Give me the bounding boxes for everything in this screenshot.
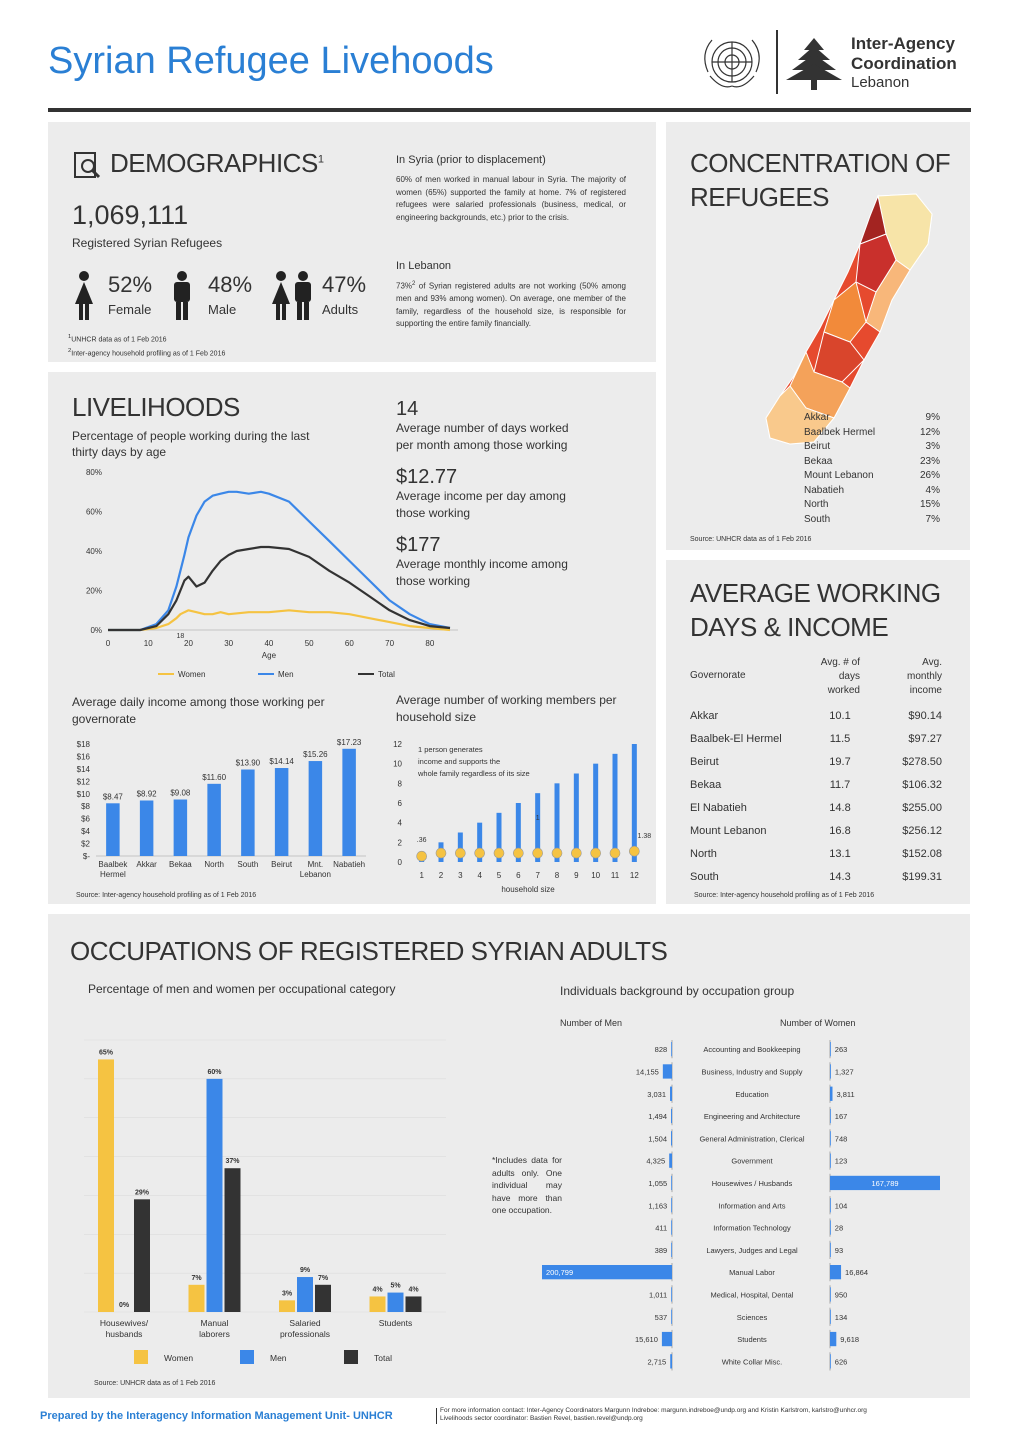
men-bar xyxy=(669,1154,672,1168)
x-tick-label: 11 xyxy=(610,871,620,880)
total-refugees: 1,069,111 xyxy=(72,200,189,230)
occupation-bar xyxy=(388,1293,404,1312)
data-label: $13.90 xyxy=(235,758,261,768)
y-tick-label: $14 xyxy=(76,764,90,774)
income-bar xyxy=(241,770,255,856)
list-item: Akkar 9% xyxy=(804,412,940,423)
y-tick-label: 0% xyxy=(90,626,102,635)
x-tick-label: 50 xyxy=(304,639,314,648)
x-axis-label: household size xyxy=(501,885,555,894)
women-value: 1,327 xyxy=(834,1067,854,1077)
y-tick-label: $12 xyxy=(76,777,90,787)
men-value: 14,155 xyxy=(635,1067,659,1077)
data-label: 9% xyxy=(299,1267,311,1275)
occupation-label: Manual Labor xyxy=(729,1268,775,1278)
data-label: 60% xyxy=(207,1068,222,1076)
data-label: 7% xyxy=(191,1274,202,1282)
men-value: 1,011 xyxy=(648,1290,668,1300)
x-tick-label: 10 xyxy=(143,639,153,648)
prepared-by: Prepared by the Interagency Information Management Unit- UNHCR xyxy=(40,1410,393,1422)
category-label: Bekaa xyxy=(169,860,192,869)
data-label: $11.60 xyxy=(202,772,227,782)
working-members-point xyxy=(513,848,523,858)
category-label: Mnt. xyxy=(307,860,324,869)
occupation-label: General Administration, Clerical xyxy=(699,1134,805,1144)
x-tick-label: 4 xyxy=(477,871,482,880)
male-pct: 48% xyxy=(208,272,253,297)
income-bar xyxy=(309,761,323,856)
occupation-bar-chart xyxy=(76,1024,456,1384)
women-col-label: Number of Women xyxy=(780,1018,856,1028)
point-label: 1 xyxy=(535,815,540,822)
footnote-2: $^2$Inter-agency household profiling as of 1 Feb 2016 xyxy=(68,348,226,358)
men-value: 537 xyxy=(654,1312,668,1322)
men-value: 411 xyxy=(655,1223,668,1233)
total-refugees-label: Registered Syrian Refugees xyxy=(72,236,223,250)
income-bar-chart xyxy=(68,734,368,884)
men-bar xyxy=(671,1109,672,1123)
annotation-label: 1 person generates xyxy=(418,745,483,754)
men-value: 1,163 xyxy=(648,1201,668,1211)
y-tick-label: 8 xyxy=(397,779,402,789)
occupations-panel xyxy=(48,914,970,1398)
category-label: Salaried xyxy=(289,1318,321,1328)
occupation-label: Accounting and Bookkeeping xyxy=(703,1045,801,1055)
men-bar xyxy=(671,1220,672,1234)
legend-swatch xyxy=(344,1350,358,1364)
women-bar xyxy=(830,1131,831,1145)
legend-label: Men xyxy=(270,1353,287,1363)
women-value: 134 xyxy=(834,1312,848,1322)
working-days-heading: AVERAGE WORKING DAYS & INCOME xyxy=(690,578,941,642)
income-bar xyxy=(342,749,356,856)
occupation-label: Students xyxy=(737,1335,767,1345)
y-tick-label: 4 xyxy=(397,818,402,828)
x-tick-label: 7 xyxy=(535,871,540,880)
women-bar xyxy=(830,1243,831,1257)
annotation-label: whole family regardless of its size xyxy=(418,769,530,778)
income-bar xyxy=(106,803,120,856)
cedar-icon xyxy=(784,36,844,92)
stat-daily-income: $12.77 xyxy=(396,466,458,488)
un-emblem-icon xyxy=(696,32,768,94)
data-label: 4% xyxy=(408,1286,419,1294)
men-value: 2,715 xyxy=(647,1357,667,1367)
y-tick-label: $18 xyxy=(76,740,90,749)
occ-source: Source: UNHCR data as of 1 Feb 2016 xyxy=(94,1380,216,1387)
demographics-heading: DEMOGRAPHICS$^1$ xyxy=(110,148,324,178)
occupation-label: Information Technology xyxy=(713,1223,791,1233)
occupation-label: Lawyers, Judges and Legal xyxy=(706,1245,798,1255)
table-row: North 13.1 $152.08 xyxy=(690,848,942,860)
syria-text: 60% of men worked in manual labour in Syria. The majority of women (65%) supported the family at home. 7% of registered refugees were salaried professionals (business, medical, or engineering backgrounds, etc.) prior to the crisis. xyxy=(396,175,626,222)
x-tick-label: 5 xyxy=(496,871,502,880)
x-tick-label: 0 xyxy=(105,639,111,648)
occupation-label: Education xyxy=(735,1089,769,1099)
x-axis-label: Age xyxy=(261,651,277,660)
household-bar xyxy=(613,754,618,862)
y-tick-label: 0 xyxy=(397,858,402,867)
women-bar xyxy=(830,1042,831,1056)
women-value: 16,864 xyxy=(845,1268,869,1278)
data-label: $9.08 xyxy=(170,788,191,798)
data-label: $15.26 xyxy=(303,750,328,760)
men-bar xyxy=(671,1131,672,1145)
men-value: 1,494 xyxy=(648,1112,668,1122)
data-label: 4% xyxy=(372,1286,383,1294)
women-value: 3,811 xyxy=(836,1089,855,1099)
data-label: 65% xyxy=(98,1049,114,1057)
list-item: Beirut 3% xyxy=(804,441,940,452)
concentration-heading: CONCENTRATION OF REFUGEES xyxy=(690,148,951,212)
logo-block xyxy=(696,30,972,96)
men-value: 15,610 xyxy=(634,1335,658,1345)
y-tick-label: $- xyxy=(82,852,90,861)
income-bar xyxy=(275,768,289,856)
stat-days-worked-label: Average number of days worked per month among those working xyxy=(396,421,569,452)
table-row: Baalbek-El Hermel 11.5 $97.27 xyxy=(690,733,942,745)
men-bar xyxy=(671,1176,672,1190)
x-tick-label: 1 xyxy=(419,871,424,880)
y-tick-label: $10 xyxy=(76,789,90,799)
working-members-point xyxy=(455,848,465,858)
occupation-label: Housewives / Husbands xyxy=(711,1178,793,1188)
men-bar xyxy=(671,1287,672,1301)
table-row: South 14.3 $199.31 xyxy=(690,871,942,883)
livelihoods-heading: LIVELIHOODS xyxy=(72,392,240,422)
occ-right-title: Individuals background by occupation group xyxy=(560,984,795,998)
women-bar xyxy=(830,1064,831,1078)
lebanon-text: 73%$^2$ of Syrian registered adults are not working (50% among men and 93% among women). On average, one member of the family, regardless of the household size, is responsible for supporting the entire family financially. xyxy=(396,281,626,329)
stat-monthly-income: $177 xyxy=(396,534,441,556)
category-label: Lebanon xyxy=(299,870,331,879)
occ-left-title: Percentage of men and women per occupational category xyxy=(88,982,396,996)
x-tick-label: 9 xyxy=(574,871,579,880)
women-bar xyxy=(830,1109,831,1123)
y-tick-label: 6 xyxy=(397,799,402,808)
x-tick-label: 40 xyxy=(264,639,274,648)
footnote-1: $^1$UNHCR data as of 1 Feb 2016 xyxy=(68,334,167,344)
lebanon-title: In Lebanon xyxy=(396,260,452,272)
working-source: Source: Inter-agency household profiling as of 1 Feb 2016 xyxy=(694,892,875,899)
men-bar xyxy=(670,1087,672,1101)
household-bar xyxy=(593,764,598,862)
category-label: Manual xyxy=(200,1318,229,1328)
occupation-label: Sciences xyxy=(736,1312,768,1322)
working-members-point xyxy=(494,848,504,858)
working-members-point xyxy=(475,848,485,858)
concentration-source: Source: UNHCR data as of 1 Feb 2016 xyxy=(690,536,812,543)
data-label: 3% xyxy=(281,1290,293,1298)
data-label: $8.47 xyxy=(102,792,123,802)
person-icon xyxy=(72,270,96,322)
table-row: Mount Lebanon 16.8 $256.12 xyxy=(690,825,942,837)
logo-text: Inter-Agency Coordination Lebanon xyxy=(851,34,957,91)
x-tick-label: 6 xyxy=(516,871,521,880)
category-label: Nabatieh xyxy=(333,860,366,869)
table-row: Beirut 19.7 $278.50 xyxy=(690,756,942,768)
data-label: 7% xyxy=(317,1274,329,1282)
working-table xyxy=(690,710,942,894)
women-bar xyxy=(830,1332,836,1346)
occupation-background-chart xyxy=(488,1038,958,1378)
women-bar xyxy=(830,1287,831,1301)
y-tick-label: 60% xyxy=(85,507,102,517)
household-bar-chart xyxy=(388,736,652,896)
women-value: 9,618 xyxy=(840,1335,860,1345)
y-tick-label: $8 xyxy=(81,802,90,812)
occupation-bar xyxy=(370,1296,386,1312)
x-tick-label: 80 xyxy=(425,639,435,648)
category-label: professionals xyxy=(279,1329,331,1339)
stat-days-worked: 14 xyxy=(396,398,419,420)
women-value: 123 xyxy=(834,1156,848,1166)
stat-monthly-income-label: Average monthly income among those working xyxy=(396,557,568,588)
category-label: Beirut xyxy=(271,860,293,869)
list-item: Nabatieh 4% xyxy=(804,484,940,496)
category-label: Hermel xyxy=(99,870,126,879)
women-bar xyxy=(830,1310,831,1324)
y-tick-label: 80% xyxy=(85,468,102,477)
y-tick-label: 12 xyxy=(393,740,402,749)
category-label: Students xyxy=(378,1318,413,1328)
data-label: 29% xyxy=(134,1189,150,1197)
women-value: 748 xyxy=(834,1134,848,1144)
women-bar xyxy=(830,1198,831,1212)
y-tick-label: 20% xyxy=(85,586,102,596)
data-label: 0% xyxy=(118,1302,130,1309)
occupations-heading: OCCUPATIONS OF REGISTERED SYRIAN ADULTS xyxy=(70,936,668,966)
data-label: $8.92 xyxy=(136,789,157,799)
category-label: Housewives/ xyxy=(99,1318,149,1328)
legend-label: Women xyxy=(164,1353,194,1363)
working-members-point xyxy=(417,851,427,861)
occupation-bar xyxy=(315,1285,331,1312)
men-bar xyxy=(671,1310,672,1324)
annotation-label: income and supports the xyxy=(418,757,501,766)
men-value: 1,055 xyxy=(648,1178,668,1188)
household-chart-title: Average number of working members per household size xyxy=(396,693,617,724)
x-tick-label: 3 xyxy=(458,871,463,880)
men-value: 3,031 xyxy=(647,1089,667,1099)
y-tick-label: 2 xyxy=(397,838,402,848)
point-label: 1.38 xyxy=(637,833,652,840)
list-item: Mount Lebanon 26% xyxy=(804,470,940,481)
demographics-panel xyxy=(48,122,656,362)
occupation-bar xyxy=(134,1199,150,1312)
working-days-panel xyxy=(666,560,970,904)
x-tick-label: 30 xyxy=(224,639,234,648)
y-tick-label: 10 xyxy=(393,759,402,769)
x-tick-label: 60 xyxy=(344,639,354,648)
point-label: .36 xyxy=(416,837,427,844)
working-members-point xyxy=(552,848,562,858)
data-label: $17.23 xyxy=(336,737,362,747)
magnifier-document-icon xyxy=(72,150,104,182)
occupation-label: Medical, Hospital, Dental xyxy=(710,1290,794,1300)
header-divider xyxy=(48,108,971,112)
men-col-label: Number of Men xyxy=(560,1018,623,1028)
age-chart-title: Percentage of people working during the last thirty days by age xyxy=(72,429,310,459)
annotation-label: 18 xyxy=(176,633,185,640)
working-members-point xyxy=(436,848,446,858)
page-title: Syrian Refugee Livehoods xyxy=(48,40,494,82)
x-tick-label: 10 xyxy=(591,871,601,880)
occupation-bar xyxy=(207,1079,223,1312)
data-label: 5% xyxy=(390,1282,401,1290)
men-bar xyxy=(671,1243,672,1257)
men-value: 1,504 xyxy=(648,1134,668,1144)
occupation-label: Information and Arts xyxy=(718,1201,786,1211)
y-tick-label: 40% xyxy=(85,547,102,556)
x-tick-label: 20 xyxy=(184,639,193,648)
occupation-bar xyxy=(279,1300,295,1312)
working-members-point xyxy=(571,848,581,858)
women-bar xyxy=(830,1265,841,1279)
category-label: Baalbek xyxy=(98,860,128,869)
category-label: South xyxy=(237,860,259,869)
women-value: 28 xyxy=(834,1223,844,1233)
y-tick-label: $2 xyxy=(81,839,90,849)
list-item: Baalbek Hermel 12% xyxy=(804,426,940,438)
income-source: Source: Inter-agency household profiling as of 1 Feb 2016 xyxy=(76,892,257,899)
stat-daily-income-label: Average income per day among those working xyxy=(396,489,566,520)
men-bar xyxy=(662,1332,672,1346)
income-chart-title: Average daily income among those working per governorate xyxy=(72,695,325,726)
col-income: Avg. monthly income xyxy=(906,657,942,696)
table-row: Bekaa 11.7 $106.32 xyxy=(690,779,942,791)
occupation-bar xyxy=(406,1296,422,1312)
data-label: $14.14 xyxy=(269,757,294,767)
occupation-bar xyxy=(189,1285,205,1312)
legend-swatch xyxy=(240,1350,254,1364)
x-tick-label: 12 xyxy=(629,871,639,880)
men-value: 828 xyxy=(654,1045,668,1055)
legend-swatch xyxy=(134,1350,148,1364)
list-item: North 15% xyxy=(804,499,940,510)
working-members-point xyxy=(629,846,639,856)
women-bar xyxy=(830,1354,831,1368)
syria-title: In Syria (prior to displacement) xyxy=(396,154,546,166)
x-tick-label: 70 xyxy=(385,639,395,648)
category-label: North xyxy=(204,860,224,869)
occupation-bar xyxy=(225,1168,241,1312)
table-row: Akkar 10.1 $90.14 xyxy=(690,710,942,722)
y-tick-label: $6 xyxy=(81,814,90,824)
men-value: 200,799 xyxy=(546,1268,574,1278)
working-members-point xyxy=(591,848,601,858)
working-members-point xyxy=(533,848,543,858)
category-label: husbands xyxy=(105,1329,143,1339)
women-value: 626 xyxy=(834,1357,848,1367)
occ-note: *Includes data for adults only. One individual may have more than one occupation. xyxy=(492,1155,562,1215)
adults-pct: 47% xyxy=(322,272,367,297)
list-item: South 7% xyxy=(804,513,940,525)
list-item: Bekaa 23% xyxy=(804,455,940,467)
men-bar xyxy=(663,1064,672,1078)
legend-label: Women xyxy=(178,670,206,679)
income-bar xyxy=(174,800,188,856)
occupation-bar xyxy=(297,1277,313,1312)
adults-label: Adults xyxy=(322,302,359,317)
data-label: 37% xyxy=(225,1158,240,1166)
footer-contact: For more information contact: Inter-Agency Coordinators Margunn Indreboe: margunn.indreboe@undp.org and Kristin Karlstrom, karlstro@unhcr.org Livelihoods sector coordinator: Bastien Revel, bastien.revel@undp.org xyxy=(440,1407,867,1422)
women-value: 167 xyxy=(834,1112,848,1122)
women-value: 93 xyxy=(834,1245,844,1255)
women-value: 950 xyxy=(834,1290,848,1300)
concentration-table xyxy=(804,412,940,528)
occupation-label: Business, Industry and Supply xyxy=(701,1067,803,1077)
income-bar xyxy=(140,800,154,856)
occupation-label: White Collar Misc. xyxy=(721,1357,783,1367)
men-value: 4,325 xyxy=(646,1156,666,1166)
women-bar xyxy=(830,1087,832,1101)
female-pct: 52% xyxy=(108,272,153,297)
concentration-panel xyxy=(666,122,970,550)
person-icon xyxy=(170,270,194,322)
legend-label: Total xyxy=(374,1353,392,1363)
y-tick-label: $4 xyxy=(81,827,90,837)
women-bar xyxy=(830,1220,831,1234)
men-bar xyxy=(671,1198,672,1212)
col-days: Avg. # of days worked xyxy=(820,657,860,696)
working-members-point xyxy=(610,848,620,858)
occupation-bar xyxy=(98,1059,114,1312)
person-icon xyxy=(270,270,314,322)
female-label: Female xyxy=(108,302,152,317)
men-bar xyxy=(670,1354,672,1368)
occupation-label: Engineering and Architecture xyxy=(703,1112,801,1122)
category-label: Akkar xyxy=(136,860,157,869)
women-value: 104 xyxy=(834,1201,848,1211)
livelihoods-panel xyxy=(48,372,656,904)
occupation-label: Government xyxy=(731,1156,773,1166)
male-label: Male xyxy=(208,302,237,317)
y-tick-label: $16 xyxy=(76,752,90,762)
table-row: El Nabatieh 14.8 $255.00 xyxy=(690,802,942,814)
men-bar xyxy=(671,1042,672,1056)
x-tick-label: 8 xyxy=(554,871,560,880)
income-bar xyxy=(207,784,221,856)
household-bar xyxy=(632,744,637,862)
legend-label: Total xyxy=(378,670,395,679)
category-label: laborers xyxy=(199,1329,230,1339)
women-bar xyxy=(830,1154,831,1168)
men-value: 389 xyxy=(654,1245,668,1255)
footer-divider xyxy=(436,1408,437,1424)
legend-label: Men xyxy=(278,670,294,679)
x-tick-label: 2 xyxy=(438,871,444,880)
col-governorate: Governorate xyxy=(690,670,746,681)
women-value: 263 xyxy=(834,1045,848,1055)
women-value: 167,789 xyxy=(871,1178,899,1188)
